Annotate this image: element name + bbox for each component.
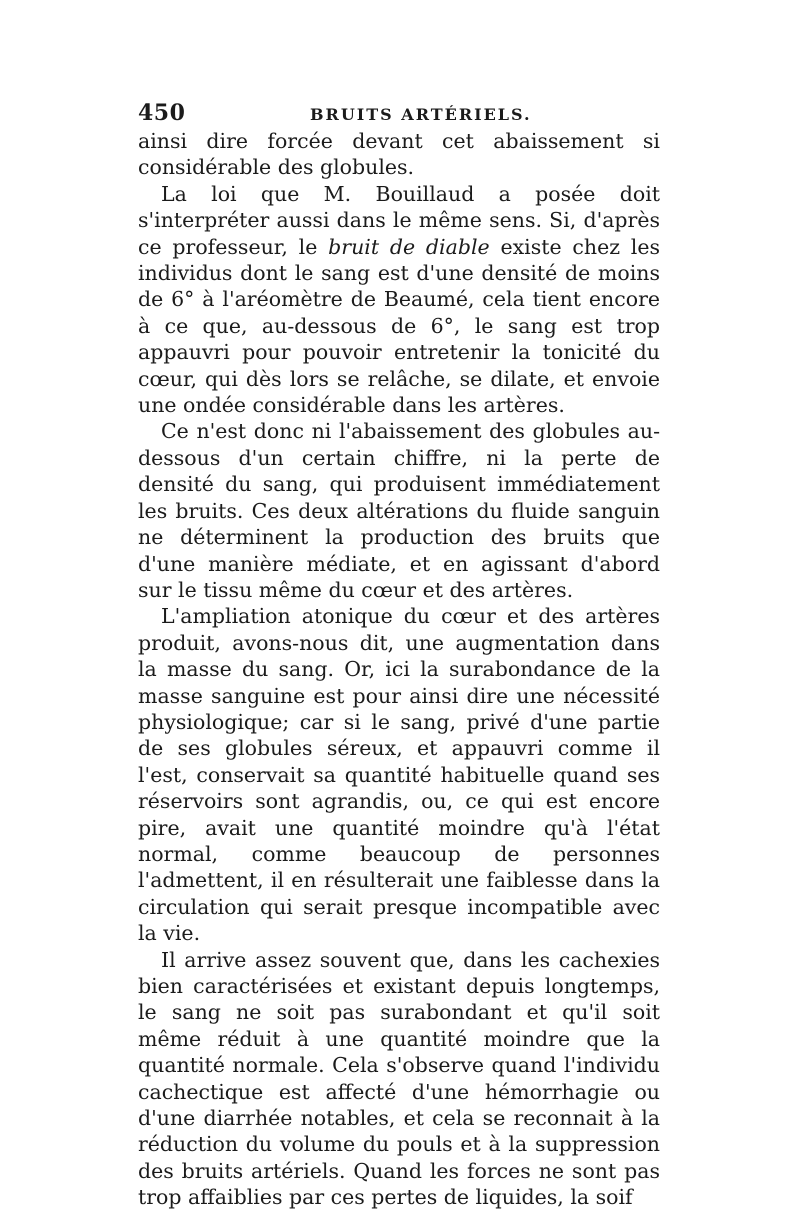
page-number: 450 bbox=[138, 100, 186, 126]
paragraph-text-before-italic: La loi que M. Bouillaud a posée doit s'interpréter aussi dans le même sens. Si, d'après ce professeur, le bbox=[138, 181, 660, 259]
italic-term: bruit de diable bbox=[328, 234, 490, 259]
paragraph: ainsi dire forcée devant cet abaissement si considérable des globules. bbox=[138, 129, 660, 180]
paragraph: L'ampliation atonique du cœur et des artères produit, avons-nous dit, une augmentation dans la masse du sang. Or, ici la surabondance de la masse sanguine est pour ainsi dire une nécessité physiologique; car si le sang, privé d'une partie de ses globules séreux, et appauvri comme il l'est, conservait sa quantité habituelle quand ses réservoirs sont agrandis, ou, ce qui est encore pire, avait une quantité moindre qu'à l'état normal, comme beaucoup de personnes l'admettent, il en résulterait une faiblesse dans la circulation qui serait presque incompatible avec la vie. bbox=[138, 604, 660, 946]
page-header bbox=[138, 100, 661, 130]
body-text bbox=[138, 128, 660, 1211]
paragraph: Ce n'est donc ni l'abaissement des globules au-dessous d'un certain chiffre, ni la perte de densité du sang, qui produisent immédiatement les bruits. Ces deux altérations du fluide sanguin ne déterminent la production des bruits que d'une manière médiate, et en agissant d'abord sur le tissu même du cœur et des artères. bbox=[138, 419, 660, 602]
paragraph: Il arrive assez souvent que, dans les cachexies bien caractérisées et existant depuis longtemps, le sang ne soit pas surabondant et qu'il soit même réduit à une quantité moindre que la quantité normale. Cela s'observe quand l'individu cachectique est affecté d'une hémorrhagie ou d'une diarrhée notables, et cela se reconnait à la réduction du volume du pouls et à la suppression des bruits artériels. Quand les forces ne sont pas trop affaiblies par ces pertes de liquides, la soif bbox=[138, 947, 660, 1210]
paragraph bbox=[138, 181, 660, 419]
running-title: BRUITS ARTÉRIELS. bbox=[310, 105, 532, 124]
paragraph-text-after-italic: existe chez les individus dont le sang est d'une densité de moins de 6° à l'aréomètre de Beaumé, cela tient encore à ce que, au-dessous de 6°, le sang est trop appauvri pour pouvoir entretenir la tonicité du cœur, qui dès lors se relâche, se dilate, et envoie une ondée considérable dans les artères. bbox=[138, 234, 661, 418]
